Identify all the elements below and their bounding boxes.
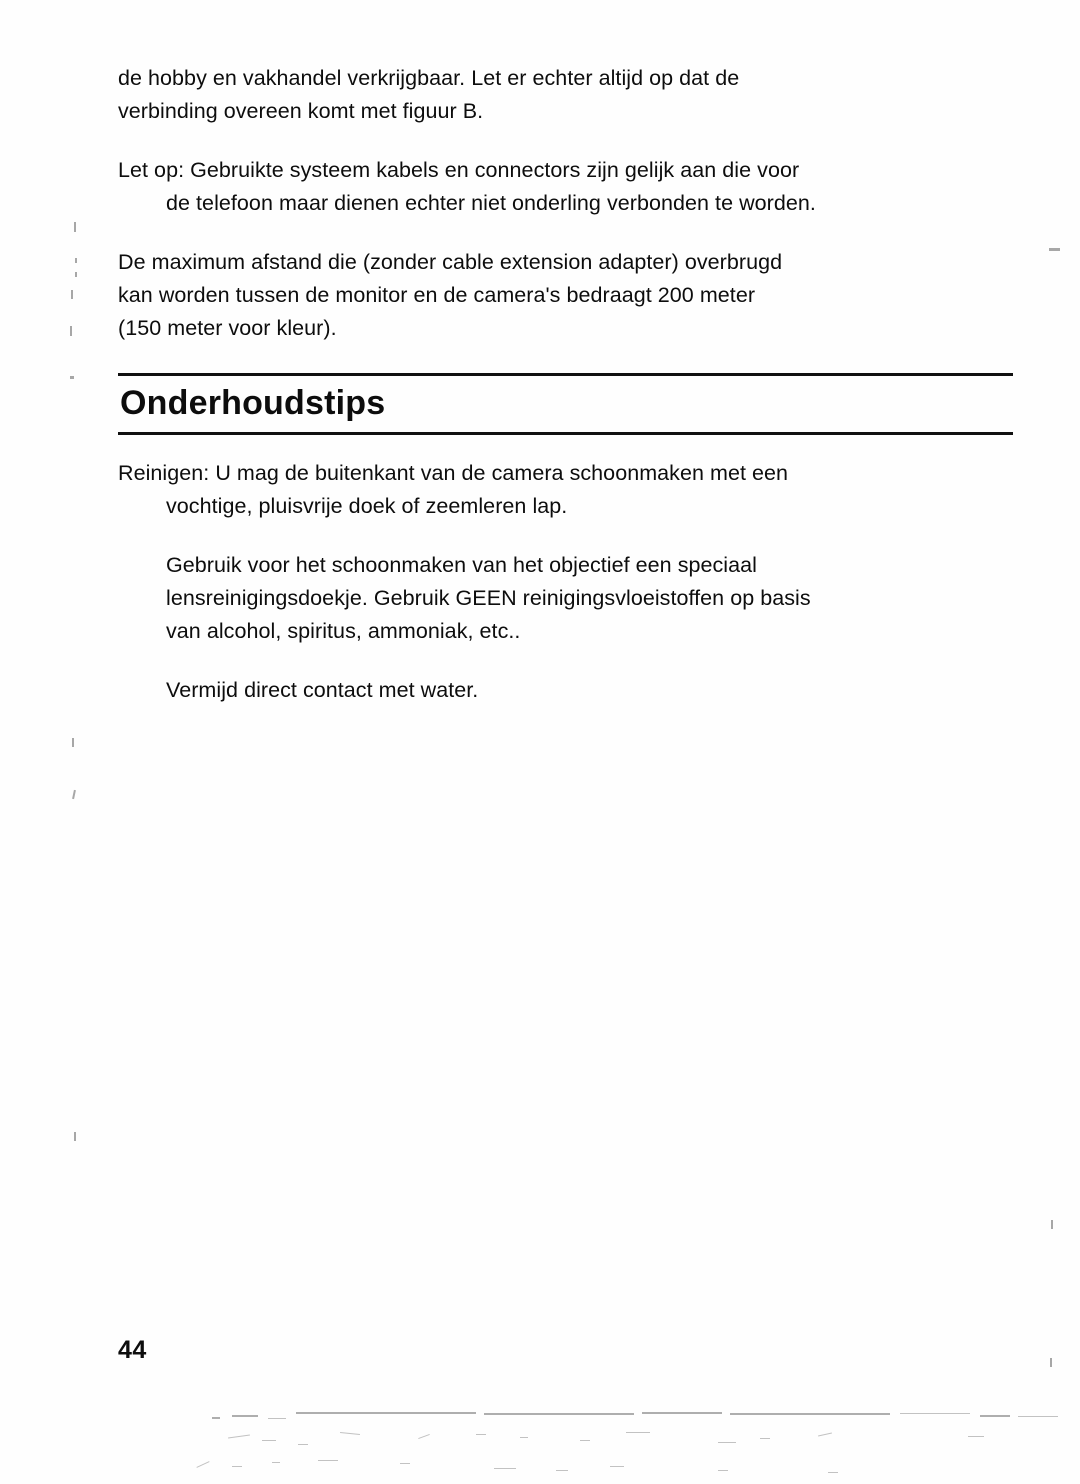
paragraph-cleaning [118,457,1013,523]
scan-artifact [642,1412,722,1414]
scan-artifact [494,1468,516,1469]
rule-bottom [118,432,1013,435]
scan-artifact [296,1412,476,1414]
page-number: 44 [118,1336,147,1364]
scan-artifact [72,790,76,799]
paragraph-line: kan worden tussen de monitor en de camera's bedraagt 200 meter [118,283,756,307]
scan-artifact [75,258,77,263]
scan-artifact [828,1472,838,1473]
paragraph-line: vochtige, pluisvrije doek of zeemleren lap. [166,494,568,518]
paragraph-line: Gebruik voor het schoonmaken van het objectief een speciaal [166,553,757,577]
scan-artifact [74,222,76,232]
scan-artifact [418,1434,430,1439]
paragraph-distance [118,246,1013,345]
paragraph-lens-cleaning [118,549,1013,648]
scan-artifact [400,1463,410,1464]
scan-artifact [484,1413,634,1415]
scan-artifact [556,1470,568,1471]
scan-artifact [298,1444,308,1445]
scan-artifact [70,376,74,379]
scan-artifact [900,1413,970,1414]
scan-artifact [70,326,72,336]
paragraph-line: De maximum afstand die (zonder cable extension adapter) overbrugd [118,250,783,274]
scan-artifact [232,1415,258,1417]
paragraph-line: Let op: Gebruikte systeem kabels en connectors zijn gelijk aan die voor [118,158,800,182]
paragraph-line: van alcohol, spiritus, ammoniak, etc.. [166,619,521,643]
scan-artifact [72,738,74,747]
scan-artifact [1018,1416,1058,1417]
scan-artifact [196,1461,209,1468]
scan-artifact [212,1417,220,1419]
paragraph-line: lensreinigingsdoekje. Gebruik GEEN reinigingsvloeistoffen op basis [166,586,811,610]
scan-artifact [1050,1358,1052,1367]
scan-artifact [610,1466,624,1467]
scan-bottom-edge [0,1400,1080,1484]
scan-artifact [818,1433,832,1437]
paragraph-water-warning [118,674,1013,707]
paragraph-line: de hobby en vakhandel verkrijgbaar. Let er echter altijd op dat de [118,66,740,90]
scan-artifact [760,1438,770,1439]
scan-artifact [718,1470,728,1471]
scan-artifact [74,1132,76,1141]
scan-artifact [718,1442,736,1443]
scan-artifact [272,1462,280,1463]
paragraph-line: (150 meter voor kleur). [118,316,337,340]
scan-artifact [476,1434,486,1435]
paragraph-line: de telefoon maar dienen echter niet onderling verbonden te worden. [166,191,816,215]
scan-artifact [580,1440,590,1441]
scan-artifact [318,1460,338,1461]
page-content [118,62,1013,733]
page-title: Onderhoudstips [120,384,386,422]
scan-artifact [626,1432,650,1433]
scan-artifact [980,1415,1010,1417]
scan-artifact [1051,1220,1053,1229]
scan-artifact [730,1413,890,1415]
scan-artifact [268,1418,286,1419]
scan-artifact [228,1434,250,1438]
scan-artifact [75,272,77,277]
paragraph-line: Vermijd direct contact met water. [166,678,479,702]
section-heading-block [118,373,1013,435]
scan-artifact [968,1436,984,1437]
paragraph-intro [118,62,1013,128]
scan-artifact [520,1437,528,1438]
scan-artifact [340,1432,360,1435]
scan-artifact [232,1466,242,1467]
paragraph-line: verbinding overeen komt met figuur B. [118,99,484,123]
paragraph-note [118,154,1013,220]
scan-artifact [262,1440,276,1441]
paragraph-line: Reinigen: U mag de buitenkant van de camera schoonmaken met een [118,461,789,485]
scan-artifact [1049,248,1060,251]
scan-artifact [71,290,73,299]
